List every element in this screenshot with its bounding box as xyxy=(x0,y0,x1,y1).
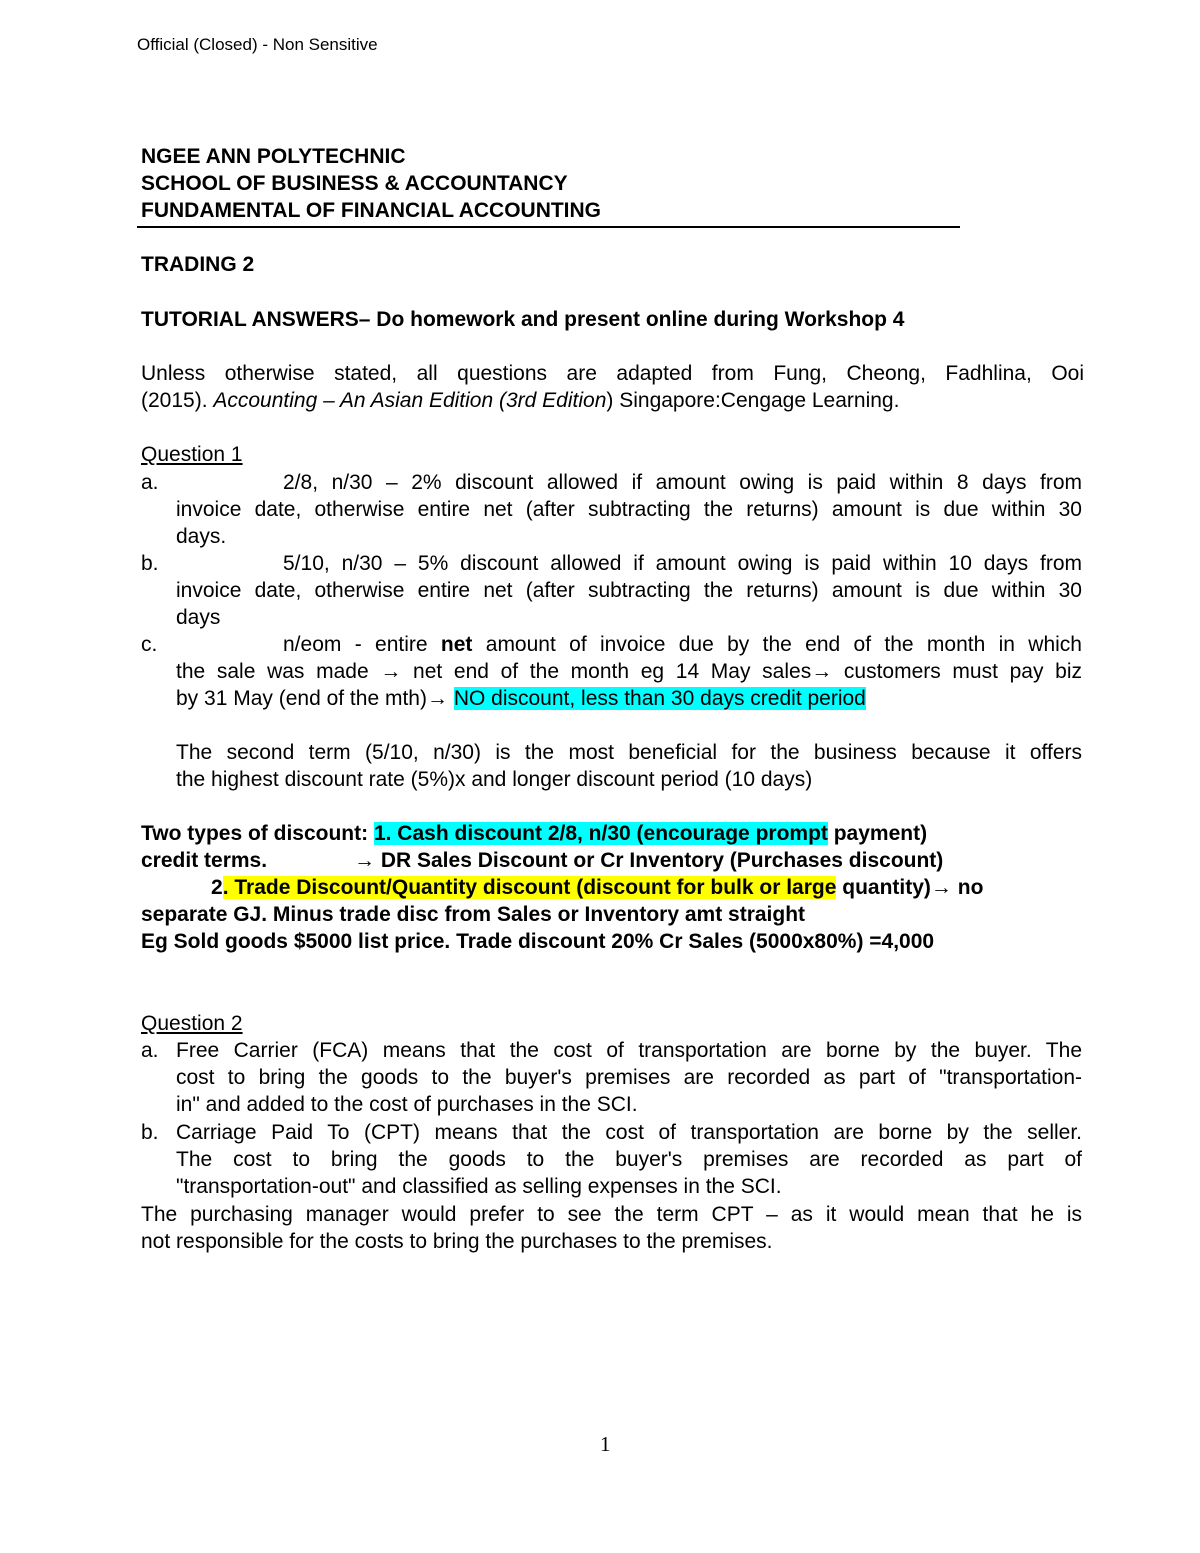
header-rule xyxy=(137,226,960,228)
q1-item-b-line-1: 5/10, n/30 – 5% discount allowed if amount owing is paid within 10 days from xyxy=(283,552,1082,575)
discount-note-line-3: 2. Trade Discount/Quantity discount (discount for bulk or large quantity)→ no xyxy=(211,876,984,899)
q2-closing-line-1: The purchasing manager would prefer to see the term CPT – as it would mean that he is xyxy=(141,1203,1082,1226)
discount-note-line-4: separate GJ. Minus trade disc from Sales or Inventory amt straight xyxy=(141,903,806,926)
classification-label: Official (Closed) - Non Sensitive xyxy=(137,35,378,54)
arrow-right-icon: → xyxy=(380,660,402,683)
intro-line-1: Unless otherwise stated, all questions are adapted from Fung, Cheong, Fadhlina, Ooi xyxy=(141,362,1084,385)
tutorial-subtitle: TUTORIAL ANSWERS– Do homework and present online during Workshop 4 xyxy=(141,308,905,331)
q2-closing-line-2: not responsible for the costs to bring the purchases to the premises. xyxy=(141,1230,773,1253)
q1-item-b-line-3: days xyxy=(176,606,221,629)
q2-item-b-line-3: "transportation-out" and classified as selling expenses in the SCI. xyxy=(176,1175,782,1198)
q1-item-c-label: c. xyxy=(141,633,158,656)
q2-item-a-line-1: Free Carrier (FCA) means that the cost of transportation are borne by the buyer. The xyxy=(176,1039,1082,1062)
question-1-heading: Question 1 xyxy=(141,443,243,466)
q2-item-b-line-1: Carriage Paid To (CPT) means that the cost of transportation are borne by the seller. xyxy=(176,1121,1082,1144)
q2-item-a-label: a. xyxy=(141,1039,159,1062)
arrow-right-icon: → xyxy=(811,660,833,683)
q1-item-b-label: b. xyxy=(141,552,159,575)
highlight-trade-discount: . Trade Discount/Quantity discount (discount for bulk or large xyxy=(222,876,837,899)
discount-note-line-5: Eg Sold goods $5000 list price. Trade discount 20% Cr Sales (5000x80%) =4,000 xyxy=(141,930,935,953)
arrow-right-icon: → xyxy=(930,876,952,899)
discount-note-line-2-entry: → DR Sales Discount or Cr Inventory (Purchases discount) xyxy=(354,849,944,872)
header-line-module: FUNDAMENTAL OF FINANCIAL ACCOUNTING xyxy=(141,199,602,222)
q1-item-a-line-1: 2/8, n/30 – 2% discount allowed if amount owing is paid within 8 days from xyxy=(283,471,1082,494)
highlight-cash-discount: 1. Cash discount 2/8, n/30 (encourage prompt xyxy=(373,822,828,845)
intro-line-2: (2015). Accounting – An Asian Edition (3rd Edition) Singapore:Cengage Learning. xyxy=(141,389,900,412)
arrow-right-icon: → xyxy=(426,687,448,710)
arrow-right-icon: → xyxy=(354,849,375,872)
q1-item-c-line-3: by 31 May (end of the mth)→ NO discount, less than 30 days credit period xyxy=(176,687,866,710)
page-number: 1 xyxy=(600,1432,611,1456)
discount-note-line-2: credit terms. xyxy=(141,849,268,872)
header-line-school: SCHOOL OF BUSINESS & ACCOUNTANCY xyxy=(141,172,568,195)
discount-note-line-1: Two types of discount: 1. Cash discount 2/8, n/30 (encourage prompt payment) xyxy=(141,822,928,845)
q2-item-a-line-2: cost to bring the goods to the buyer's premises are recorded as part of "transportation- xyxy=(176,1066,1082,1089)
topic-title: TRADING 2 xyxy=(141,253,255,276)
q2-item-a-line-3: in" and added to the cost of purchases in the SCI. xyxy=(176,1093,638,1116)
q1-item-c-line-1: n/eom - entire net amount of invoice due by the end of the month in which xyxy=(283,633,1082,656)
header-line-institution: NGEE ANN POLYTECHNIC xyxy=(141,145,406,168)
q1-item-a-line-3: days. xyxy=(176,525,227,548)
q2-item-b-label: b. xyxy=(141,1121,159,1144)
q1-item-b-line-2: invoice date, otherwise entire net (after subtracting the returns) amount is due within 30 xyxy=(176,579,1082,602)
q1-item-a-line-2: invoice date, otherwise entire net (after subtracting the returns) amount is due within 30 xyxy=(176,498,1082,521)
q1-conclusion-line-1: The second term (5/10, n/30) is the most beneficial for the business because it offers xyxy=(176,741,1082,764)
q1-item-c-line-2: the sale was made → net end of the month eg 14 May sales→ customers must pay biz xyxy=(176,660,1083,683)
q1-conclusion-line-2: the highest discount rate (5%)x and longer discount period (10 days) xyxy=(176,768,813,791)
highlight-no-discount: NO discount, less than 30 days credit period xyxy=(453,687,866,710)
q2-item-b-line-2: The cost to bring the goods to the buyer's premises are recorded as part of xyxy=(176,1148,1082,1171)
question-2-heading: Question 2 xyxy=(141,1012,243,1035)
book-title: Accounting – An Asian Edition (3rd Edition xyxy=(213,389,607,412)
q1-item-a-label: a. xyxy=(141,471,159,494)
